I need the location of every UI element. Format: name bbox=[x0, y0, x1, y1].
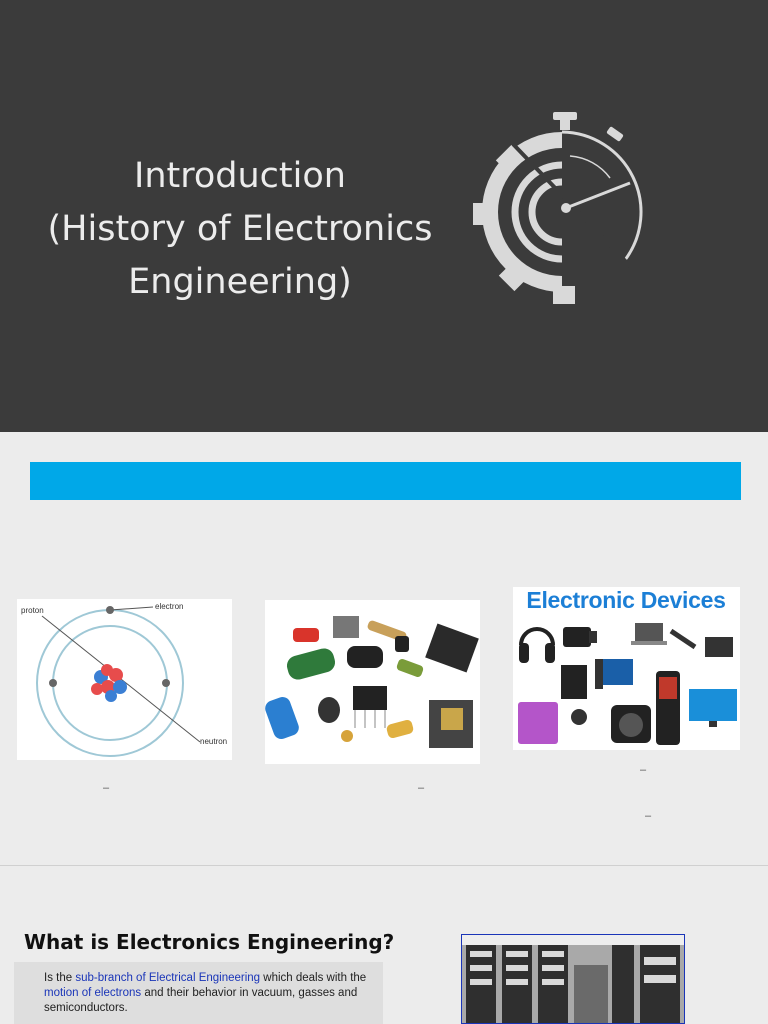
title-line-1: Introduction bbox=[134, 156, 346, 196]
atom-image bbox=[17, 599, 232, 760]
overview-slide bbox=[0, 432, 768, 865]
atom-icon bbox=[17, 599, 232, 760]
devices-caption: – bbox=[640, 764, 647, 776]
desc-part-2: which deals with the bbox=[260, 972, 367, 984]
devices-caption-2: – bbox=[645, 810, 652, 822]
components-caption: – bbox=[418, 782, 425, 794]
early-computer-photo bbox=[461, 934, 685, 1024]
desc-part-1: Is the bbox=[44, 972, 76, 984]
definition-text bbox=[14, 962, 383, 1024]
electron-label: electron bbox=[155, 602, 184, 611]
neutron-label: neutron bbox=[200, 737, 228, 746]
desc-part-3: and their behavior in vacuum, gasses and semiconductors. bbox=[44, 987, 358, 1014]
proton-label: proton bbox=[21, 606, 44, 615]
definition-slide bbox=[0, 866, 768, 1024]
electronic-components-image bbox=[265, 600, 480, 764]
electronic-devices-image bbox=[513, 587, 740, 750]
title-line-3: Engineering) bbox=[128, 262, 352, 302]
gear-stopwatch-icon bbox=[465, 108, 655, 308]
definition-heading: What is Electronics Engineering? bbox=[24, 930, 395, 954]
title-line-2: (History of Electronics bbox=[47, 209, 433, 249]
desc-highlight-1: sub-branch of Electrical Engineering bbox=[75, 972, 261, 984]
desc-highlight-2: motion of electrons bbox=[44, 987, 142, 999]
atom-caption: – bbox=[103, 782, 110, 794]
title-slide bbox=[0, 0, 768, 432]
devices-title: Electronic Devices bbox=[526, 587, 726, 613]
slide-title bbox=[20, 150, 460, 309]
header-bar bbox=[30, 462, 741, 500]
